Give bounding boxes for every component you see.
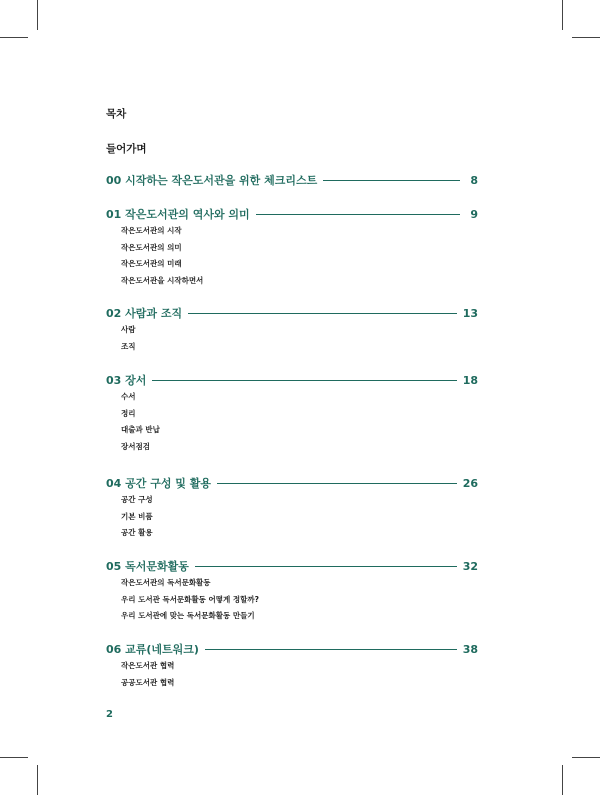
- subsection-item[interactable]: 공간 구성: [121, 495, 153, 504]
- subsection-item[interactable]: 공공도서관 협력: [121, 677, 175, 687]
- subsection-list: [106, 575, 478, 625]
- crop-mark: [37, 765, 38, 795]
- subsection-item[interactable]: 작은도서관을 시작하면서: [121, 275, 204, 285]
- subsection-item[interactable]: 정리: [121, 408, 136, 418]
- toc-section-row[interactable]: [106, 641, 478, 657]
- section-page-number: 32: [462, 559, 478, 573]
- leader-line: [217, 483, 457, 484]
- section-page-number: 26: [462, 476, 478, 490]
- crop-mark: [562, 765, 563, 795]
- subsection-item[interactable]: 작은도서관 협력: [121, 661, 175, 670]
- subsection-item[interactable]: 작은도서관의 시작: [121, 226, 182, 235]
- section-title: 04 공간 구성 및 활용: [106, 477, 212, 490]
- toc-section-row[interactable]: [106, 305, 478, 321]
- crop-mark: [0, 37, 28, 38]
- section-page-number: 8: [470, 173, 478, 187]
- subsection-item[interactable]: 수서: [121, 392, 136, 401]
- toc-section: [106, 641, 478, 691]
- crop-mark: [572, 37, 600, 38]
- toc-section: [106, 372, 478, 455]
- subsection-item[interactable]: 대출과 반납: [121, 425, 160, 434]
- subsection-item[interactable]: 우리 도서관 독서문화활동 어떻게 정할까?: [121, 594, 259, 604]
- section-page-number: 9: [470, 207, 478, 221]
- subsection-item[interactable]: 기본 비품: [121, 511, 153, 521]
- crop-mark: [572, 757, 600, 758]
- page-number: 2: [106, 709, 113, 720]
- crop-mark: [562, 0, 563, 30]
- toc-section-row[interactable]: [106, 172, 478, 188]
- intro-heading: 들어가며: [106, 143, 147, 155]
- subsection-item[interactable]: 사람: [121, 325, 136, 334]
- subsection-item[interactable]: 작은도서관의 미래: [121, 259, 182, 268]
- toc-section-row[interactable]: [106, 558, 478, 574]
- leader-line: [256, 214, 460, 215]
- toc-section: [106, 305, 478, 355]
- section-page-number: 38: [462, 642, 478, 656]
- subsection-item[interactable]: 장서점검: [121, 441, 150, 451]
- leader-line: [323, 180, 460, 181]
- toc-section: [106, 172, 478, 188]
- section-title: 00 시작하는 작은도서관을 위한 체크리스트: [106, 174, 318, 187]
- toc-heading: 목차: [106, 108, 127, 120]
- toc-section: [106, 206, 478, 289]
- section-page-number: 13: [462, 306, 478, 320]
- leader-line: [205, 649, 457, 650]
- section-title: 05 독서문화활동: [106, 560, 189, 573]
- section-title: 03 장서: [106, 374, 147, 387]
- subsection-list: [106, 389, 478, 455]
- subsection-item[interactable]: 공간 활용: [121, 528, 153, 537]
- section-page-number: 18: [462, 373, 478, 387]
- crop-mark: [0, 757, 28, 758]
- subsection-list: [106, 322, 478, 355]
- subsection-list: [106, 223, 478, 289]
- toc-section-row[interactable]: [106, 372, 478, 388]
- subsection-item[interactable]: 작은도서관의 의미: [121, 242, 182, 252]
- subsection-list: [106, 492, 478, 542]
- section-title: 01 작은도서관의 역사와 의미: [106, 208, 250, 221]
- subsection-list: [106, 658, 478, 691]
- toc-section: [106, 558, 478, 625]
- subsection-item[interactable]: 조직: [121, 341, 136, 351]
- subsection-item[interactable]: 우리 도서관에 맞는 독서문화활동 만들기: [121, 611, 255, 620]
- section-title: 06 교류(네트워크): [106, 643, 199, 656]
- crop-mark: [37, 0, 38, 30]
- leader-line: [195, 566, 457, 567]
- toc-section: [106, 475, 478, 542]
- section-title: 02 사람과 조직: [106, 307, 183, 320]
- toc-section-row[interactable]: [106, 475, 478, 491]
- leader-line: [188, 313, 457, 314]
- toc-section-row[interactable]: [106, 206, 478, 222]
- subsection-item[interactable]: 작은도서관의 독서문화활동: [121, 578, 211, 587]
- leader-line: [152, 380, 456, 381]
